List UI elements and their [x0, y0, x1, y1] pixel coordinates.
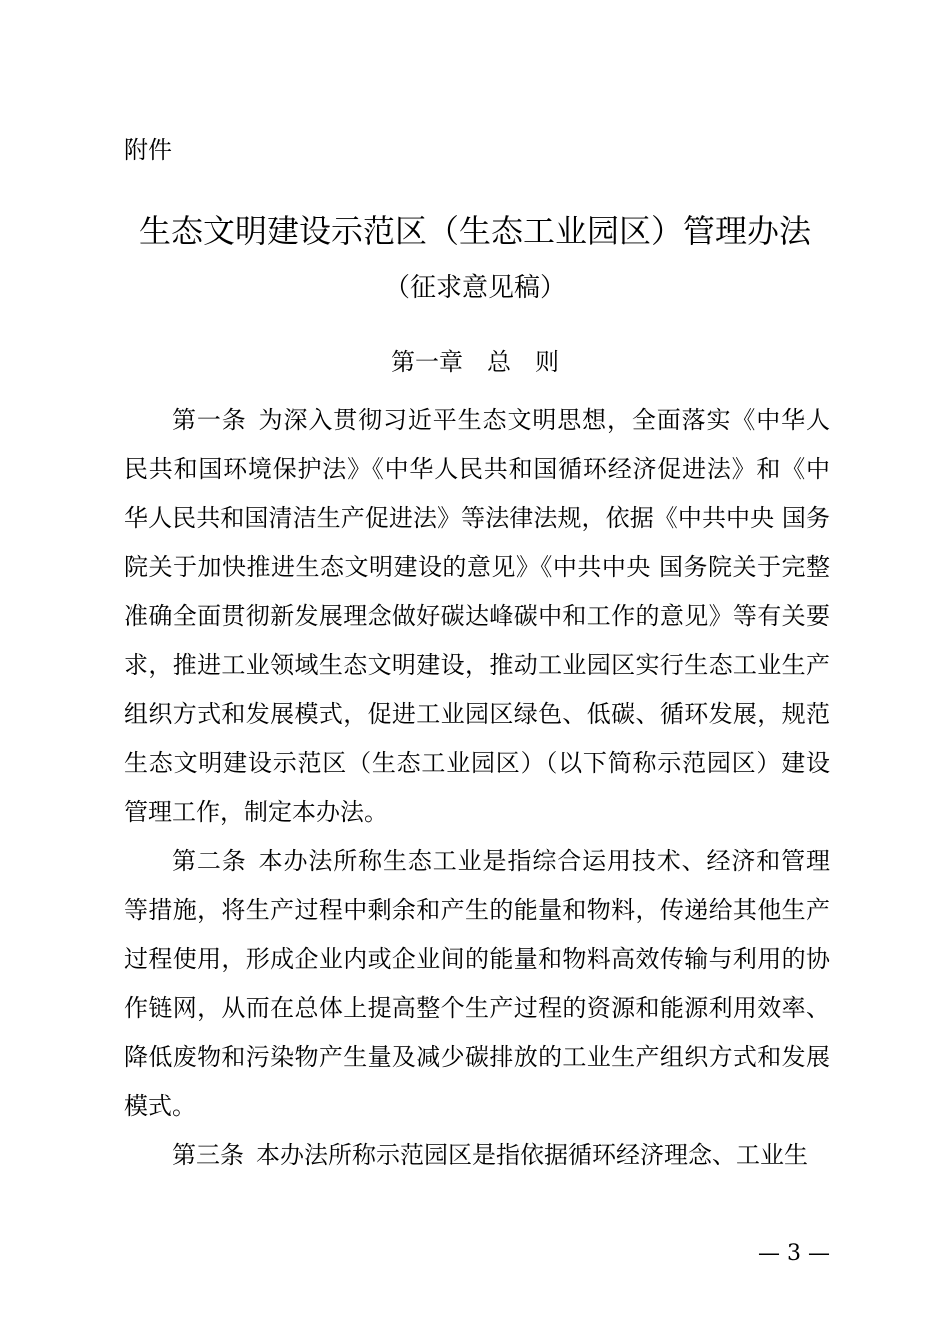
article-text: 本办法所称示范园区是指依据循环经济理念、工业生	[256, 1141, 808, 1169]
document-subtitle: （征求意见稿）	[383, 273, 566, 303]
article-text: 本办法所称生态工业是指综合运用技术、经济和管理等措施，将生产过程中剩余和产生的能量和物料，传递给其他生产过程使用，形成企业内或企业间的能量和物料高效传输与利用的协作链网，从而在总体上提高整个生产过程的资源和能源利用效率、降低废物和污染物产生量及减少碳排放的工业生产组织方式和发展模式。	[124, 847, 830, 1120]
document-body	[124, 396, 830, 1180]
article-number: 第一条	[172, 406, 247, 434]
page-number: — 3 —	[758, 1241, 830, 1266]
article-number: 第三条	[172, 1141, 244, 1169]
article-1	[124, 396, 830, 837]
article-number: 第二条	[172, 847, 247, 875]
article-text: 为深入贯彻习近平生态文明思想，全面落实《中华人民共和国环境保护法》《中华人民共和国循环经济促进法》和《中华人民共和国清洁生产促进法》等法律法规，依据《中共中央 国务院关于加快推进生态文明建设的意见》《中共中央 国务院关于完整准确全面贯彻新发展理念做好碳达峰碳中和工作的意见》等有关要求，推进工业领域生态文明建设，推动工业园区实行生态工业生产组织方式和发展模式，促进工业园区绿色、低碳、循环发展，规范生态文明建设示范区（生态工业园区）（以下简称示范园区）建设管理工作，制定本办法。	[124, 406, 830, 826]
attachment-label: 附件	[124, 136, 172, 164]
article-3	[124, 1131, 830, 1180]
article-2	[124, 837, 830, 1131]
chapter-heading: 第一章 总 则	[391, 348, 559, 376]
document-title: 生态文明建设示范区（生态工业园区）管理办法	[138, 212, 811, 250]
